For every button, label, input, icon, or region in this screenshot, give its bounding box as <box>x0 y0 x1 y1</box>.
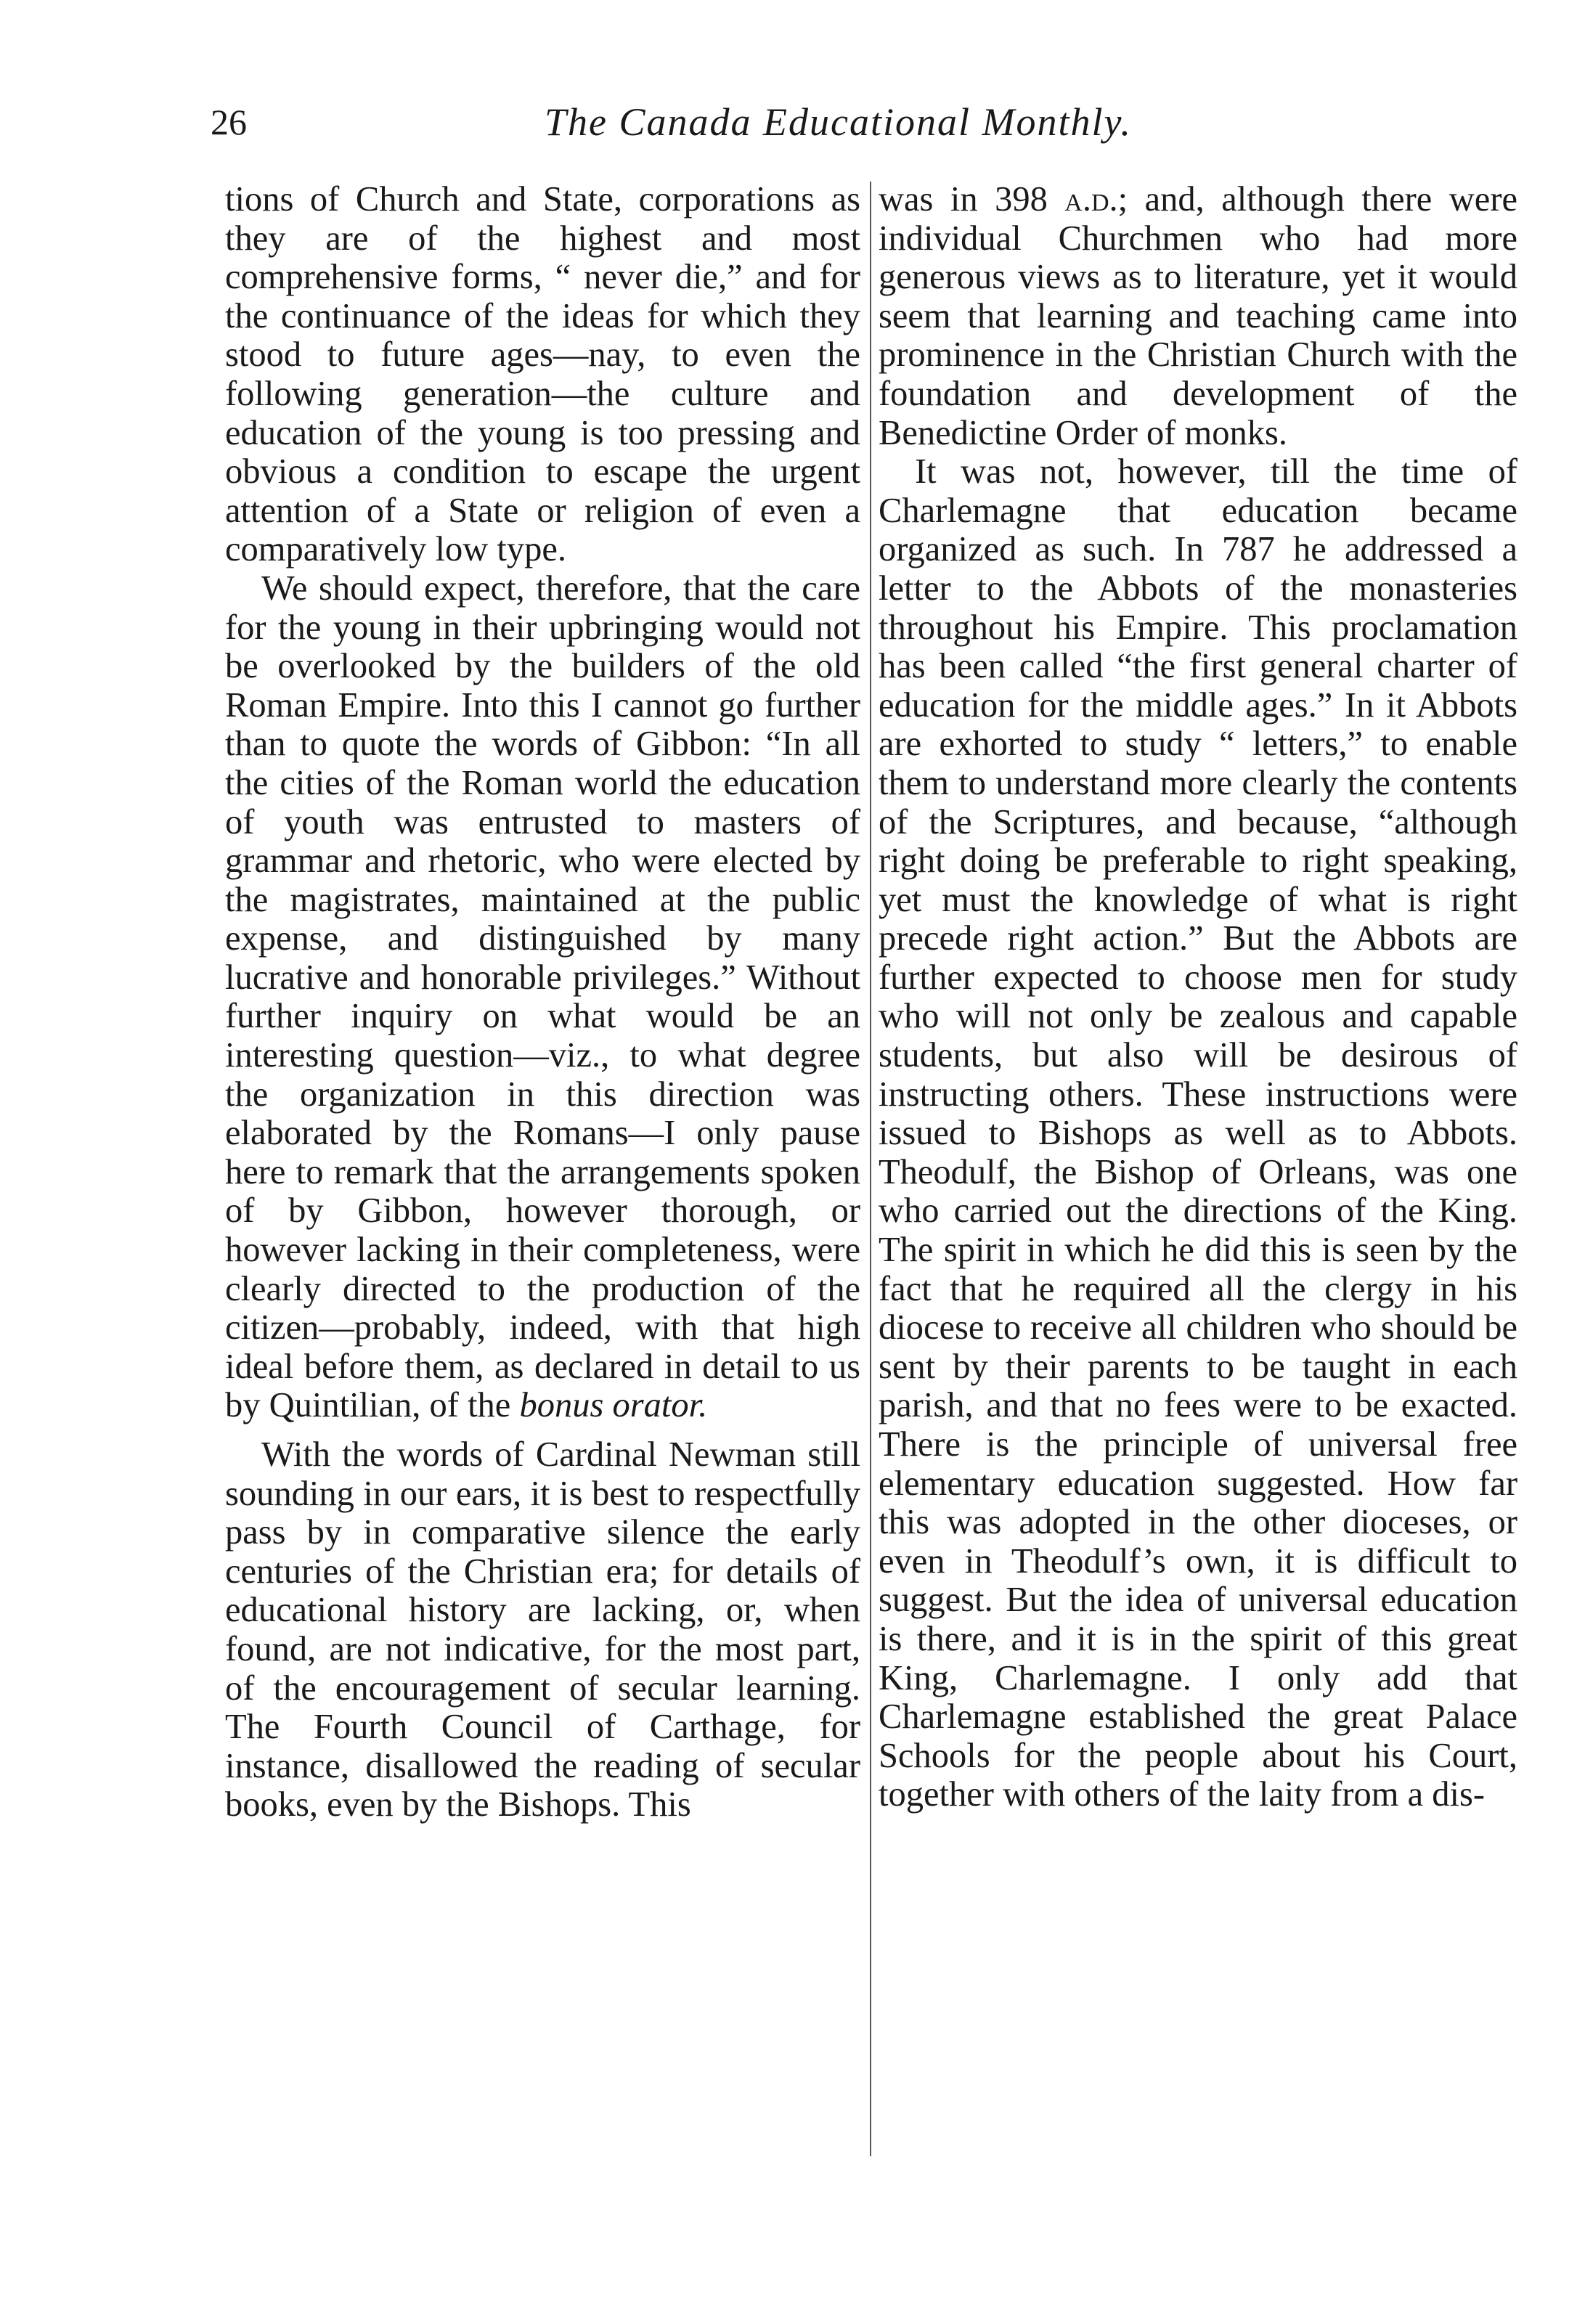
left-paragraph-2-text: We should expect, therefore, that the care for the young in their upbringing would not be overlooked by the builders of the old Roman Empire. Into this I cannot go further than to quote the words of Gibbon: “In all the cities of the Roman world the education of youth was entrusted to masters of grammar and rhetoric, who were elected by the magistrates, maintained at the public expense, and distinguished by many lucrative and honorable privileges.” Without further inquiry on what would be an interesting question—viz., to what degree the organization in this direction was elaborated by the Romans—I only pause here to remark that the arrangements spoken of by Gibbon, however thorough, or however lacking in their completeness, were clearly directed to the production of the citizen—probably, indeed, with that high ideal before them, as declared in detail to us by Quintilian, of the <box>225 568 860 1425</box>
left-paragraph-1: tions of Church and State, corporations as they are of the highest and most comprehensive forms, “ never die,” and for the continuance of the ideas for which they stood to future ages—nay, to even the following generation—the culture and education of the young is too pressing and obvious a condition to escape the urgent attention of a State or religion of even a comparatively low type. <box>225 180 860 569</box>
left-paragraph-3: With the words of Cardinal Newman still sounding in our ears, it is best to respectfully pass by in comparative silence the early centuries of the Christian era; for details of educational history are lacking, or, when found, are not indicative, for the most part, of the encouragement of secular learning. The Fourth Council of Carthage, for instance, disallowed the reading of secular books, even by the Bishops. This <box>225 1435 860 1824</box>
column-divider <box>870 182 871 2156</box>
right-paragraph-2: It was not, however, till the time of Charlemagne that education became organized as such. In 787 he addressed a letter to the Abbots of the monasteries throughout his Empire. This proclamation has been called “the first general charter of education for the middle ages.” In it Abbots are exhorted to study “ letters,” to enable them to understand more clearly the contents of the Scriptures, and because, “although right doing be preferable to right speaking, yet must the knowledge of what is right precede right action.” But the Abbots are further expected to choose men for study who will not only be zealous and capable students, but also will be desirous of instructing others. These instructions were issued to Bishops as well as to Abbots. Theodulf, the Bishop of Orleans, was one who carried out the directions of the King. The spirit in which he did this is seen by the fact that he required all the clergy in his diocese to receive all children who should be sent by their parents to be taught in each parish, and that no fees were to be exacted. There is the principle of universal free elementary education suggested. How far this was adopted in the other dioceses, or even in Theodulf’s own, it is difficult to suggest. But the idea of universal education is there, and it is in the spirit of this great King, Charlemagne. I only add that Charlemagne established the great Palace Schools for the people about his Court, together with others of the laity from a dis- <box>879 452 1517 1814</box>
running-title: The Canada Educational Monthly. <box>545 100 1132 144</box>
bonus-orator-italic: bonus orator. <box>519 1386 708 1425</box>
left-paragraph-2 <box>225 569 860 1425</box>
page-header <box>211 93 1503 151</box>
right-paragraph-1-start: was in 398 <box>879 180 1048 219</box>
right-paragraph-1 <box>879 180 1517 452</box>
right-column <box>879 180 1517 1814</box>
anno-domini-smallcaps: a.d. <box>1064 180 1118 219</box>
page-number: 26 <box>211 102 247 142</box>
left-column <box>225 180 860 1824</box>
right-paragraph-1-rest: ; and, although there were individual Churchmen who had more generous views as to literature, yet it would seem that learning and teaching came into prominence in the Christian Church with the foundation and development of the Benedictine Order of monks. <box>879 180 1518 452</box>
